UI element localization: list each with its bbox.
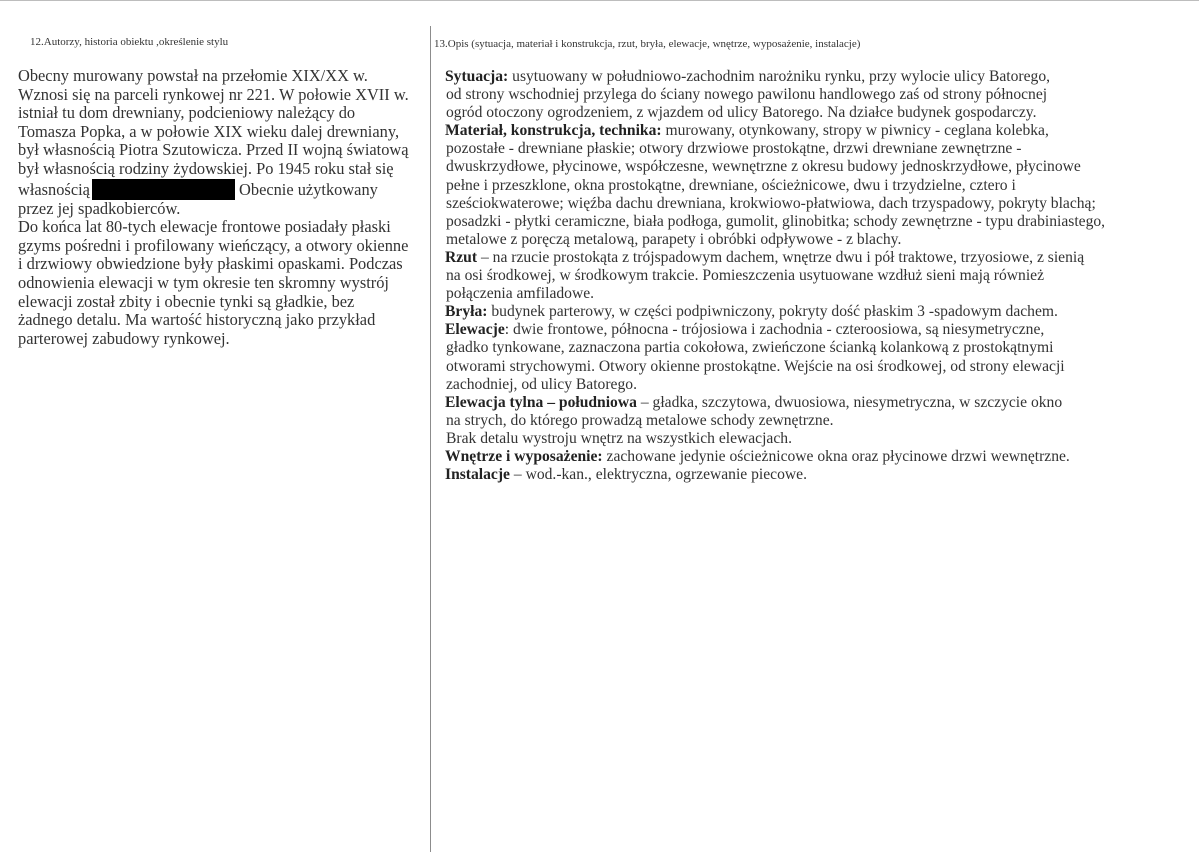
description-line: dwuskrzydłowe, płycinowe, współczesne, wewnętrzne z okresu budowy jednoskrzydłowe, płycinowe <box>446 158 1081 176</box>
description-line: Wnętrze i wyposażenie: zachowane jedynie ościeżnicowe okna oraz płycinowe drzwi wewnętrzne. <box>445 447 1070 465</box>
description-line: zachodniej, od ulicy Batorego. <box>446 375 637 393</box>
history-line: parterowej zabudowy rynkowej. <box>18 328 230 348</box>
page-top-edge <box>0 0 1199 1</box>
history-line: Wznosi się na parceli rynkowej nr 221. W połowie XVII w. <box>18 84 409 104</box>
section-12-heading: 12.Autorzy, historia obiektu ,określenie stylu <box>30 36 229 48</box>
history-fragment: Obecnie użytkowany <box>239 179 378 199</box>
label-instalacje: Instalacje <box>445 466 510 484</box>
label-material: Materiał, konstrukcja, technika: <box>445 122 662 140</box>
history-line: był własnością rodziny żydowskiej. Po 1945 roku stał się <box>18 158 394 178</box>
description-line: Brak detalu wystroju wnętrz na wszystkich elewacjach. <box>446 429 792 447</box>
description-line: Rzut – na rzucie prostokąta z trójspadowym dachem, wnętrze dwu i pół traktowe, trzyosiowe, z sienią <box>445 248 1085 266</box>
description-line: metalowe z poręczą metalową, parapety i obróbki odpływowe - z blachy. <box>446 230 902 248</box>
history-line: przez jej spadkobierców. <box>18 198 181 218</box>
description-line: ogród otoczony ogrodzeniem, z wjazdem od ulicy Batorego. Na działce budynek gospodarczy. <box>446 104 1037 122</box>
description-line: otworami strychowymi. Otwory okienne prostokątne. Wejście na osi środkowej, od strony elewacji <box>446 357 1065 375</box>
description-line: Instalacje – wod.-kan., elektryczna, ogrzewanie piecowe. <box>445 466 807 484</box>
description-text <box>434 68 1194 484</box>
history-line: elewacji został zbity i obecnie tynki są gładkie, bez <box>18 291 355 311</box>
right-column-description <box>434 38 1194 484</box>
history-line: żadnego detalu. Ma wartość historyczną jako przykład <box>18 310 376 330</box>
history-text <box>18 67 428 348</box>
label-wnetrze: Wnętrze i wyposażenie: <box>445 447 603 465</box>
description-line: na osi środkowej, w środkowym trakcie. Pomieszczenia usytuowane wzdłuż sieni mają również <box>446 267 1045 285</box>
history-line-redacted <box>18 179 428 200</box>
description-line: pełne i przeszklone, okna prostokątne, drewniane, ościeżnicowe, dwu i trzydzielne, cztero i <box>446 176 1016 194</box>
history-fragment: własnością <box>18 179 90 199</box>
history-line: i drzwiowy obwiedzione były płaskimi opaskami. Podczas <box>18 254 403 274</box>
description-line: gładko tynkowane, zaznaczona partia cokołowa, zwieńczone ścianką kolankową z prostokątnymi <box>446 339 1054 357</box>
description-line: od strony wschodniej przylega do ściany nowego pawilonu handlowego zaś od strony północnej <box>446 86 1048 104</box>
description-line: Elewacje: dwie frontowe, północna - trójosiowa i zachodnia - czteroosiowa, są niesymetryczne, <box>445 321 1045 339</box>
description-line: Bryła: budynek parterowy, w części podpiwniczony, pokryty dość płaskim 3 -spadowym dachem. <box>445 303 1058 321</box>
history-line: Do końca lat 80-tych elewacje frontowe posiadały płaski <box>18 217 391 237</box>
label-sytuacja: Sytuacja: <box>445 68 509 85</box>
section-13-heading: 13.Opis (sytuacja, materiał i konstrukcja, rzut, bryła, elewacje, wnętrze, wyposażenie, instalacje) <box>434 38 861 50</box>
label-elewacja-tylna: Elewacja tylna – południowa <box>445 393 637 411</box>
description-line: na strych, do którego prowadzą metalowe schody zewnętrzne. <box>446 411 834 429</box>
description-line: sześciokwaterowe; więźba dachu drewniana, krokwiowo-płatwiowa, dach trzyspadowy, pokryty blachą; <box>446 194 1096 212</box>
history-line: odnowienia elewacji w tym okresie ten skromny wystrój <box>18 272 389 292</box>
history-line: był własnością Piotra Szutowicza. Przed II wojną światową <box>18 140 409 160</box>
description-line: posadzki - płytki ceramiczne, biała podłoga, gumolit, glinobitka; schody zewnętrzne - typu drabiniastego, <box>446 212 1106 230</box>
left-column-history <box>18 36 428 348</box>
history-line: Tomasza Popka, a w połowie XIX wieku dalej drewniany, <box>18 121 400 141</box>
description-line: połączenia amfiladowe. <box>446 285 595 303</box>
redaction-bar <box>92 179 235 200</box>
history-line: gzyms pośredni i profilowany wieńczący, a otwory okienne <box>18 235 409 255</box>
description-line: Elewacja tylna – południowa – gładka, szczytowa, dwuosiowa, niesymetryczna, w szczycie okno <box>445 393 1063 411</box>
history-line: Obecny murowany powstał na przełomie XIX/XX w. <box>18 66 368 85</box>
label-bryla: Bryła: <box>445 303 488 321</box>
label-elewacje: Elewacje <box>445 321 505 339</box>
description-line: Materiał, konstrukcja, technika: murowany, otynkowany, stropy w piwnicy - ceglana kolebka, <box>445 122 1049 140</box>
label-rzut: Rzut <box>445 248 478 266</box>
history-line: istniał tu dom drewniany, podcieniowy należący do <box>18 103 356 123</box>
description-line: Sytuacja: usytuowany w południowo-zachodnim narożniku rynku, przy wylocie ulicy Batorego, <box>445 68 1051 85</box>
description-line: pozostałe - drewniane płaskie; otwory drzwiowe prostokątne, drzwi drewniane zewnętrzne - <box>446 140 1022 158</box>
column-divider <box>430 26 431 852</box>
